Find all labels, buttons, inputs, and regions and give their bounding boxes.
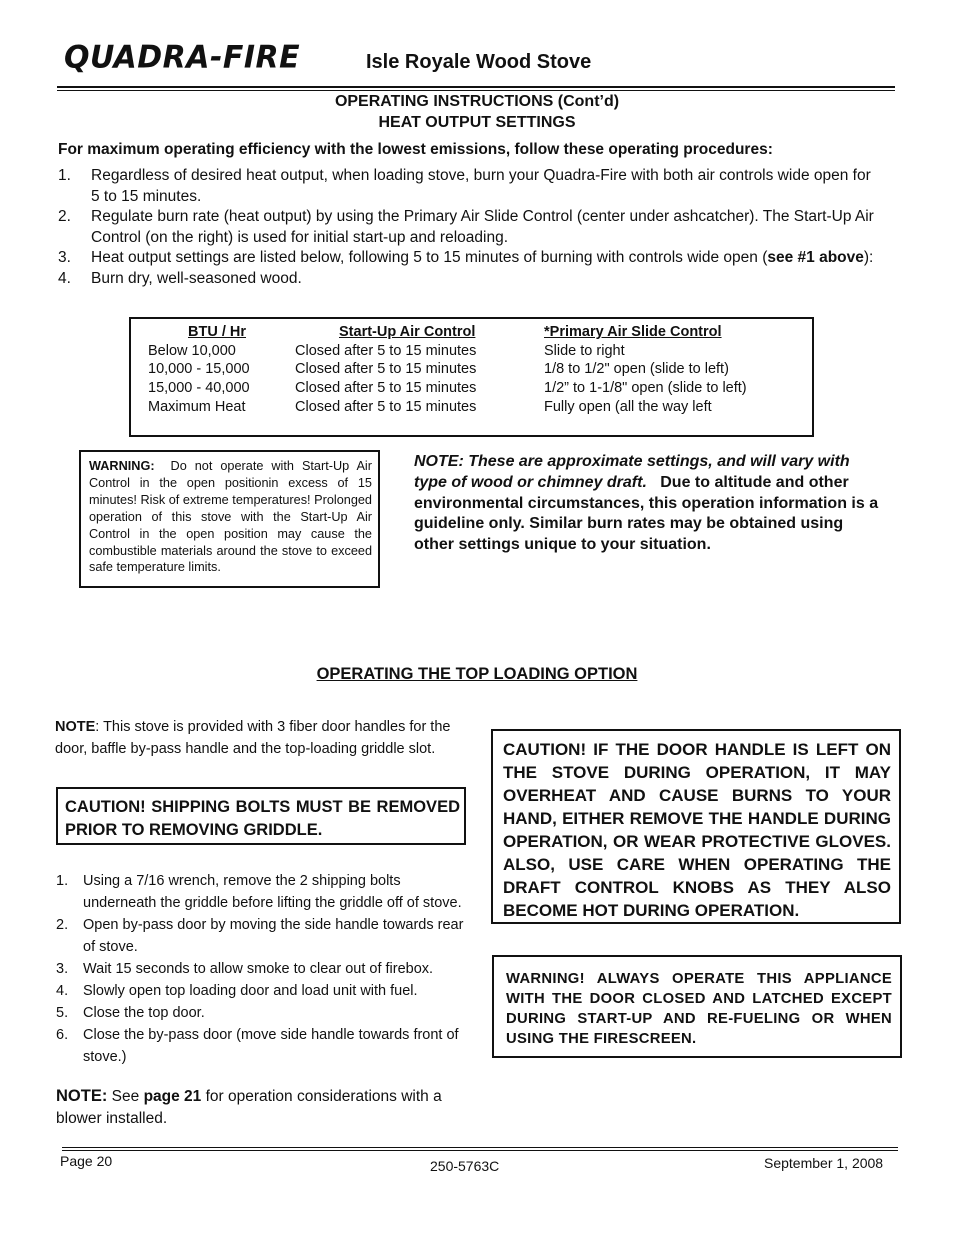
startup-column <box>295 323 476 417</box>
column-header: BTU / Hr <box>188 324 246 340</box>
warning-text: Do not operate with Start-Up Air Control in the open positionin excess of 15 minutes! Risk of extreme temperatures! Prolonged operation of this stove with the Start-Up Air Control in the open position may cause the combustible materials around the stove to exceed safe temperature limits. <box>89 459 372 575</box>
note-label: NOTE: <box>56 1087 108 1105</box>
table-cell: Slide to right <box>544 342 625 359</box>
heading-line-2: HEAT OUTPUT SETTINGS <box>378 114 576 131</box>
column-header: *Primary Air Slide Control <box>544 324 722 340</box>
list-item: 1. Regardless of desired heat output, when loading stove, burn your Quadra-Fire with both air controls wide open for 5 to 15 minutes. <box>58 167 871 205</box>
document-title: Isle Royale Wood Stove <box>366 51 592 73</box>
table-cell: Below 10,000 <box>148 342 236 359</box>
list-item: 3. Wait 15 seconds to allow smoke to clear out of firebox. <box>56 961 434 977</box>
footer-rule <box>62 1147 898 1148</box>
list-item: 2. Regulate burn rate (heat output) by using the Primary Air Slide Control (center under ashcatcher). The Start-Up Air Control (on the right) is used for initial start-up and reloading. <box>58 208 874 246</box>
approximate-settings-note <box>414 452 884 556</box>
list-item: 4. Slowly open top loading door and load unit with fuel. <box>56 983 418 999</box>
caution-shipping-bolts: CAUTION! SHIPPING BOLTS MUST BE REMOVED PRIOR TO REMOVING GRIDDLE. <box>56 787 466 845</box>
list-item: 1. Using a 7/16 wrench, remove the 2 shipping bolts underneath the griddle before lifting the griddle off of stove. <box>56 873 462 911</box>
handles-note <box>55 716 465 760</box>
publication-date: September 1, 2008 <box>764 1155 884 1171</box>
caution-door-handle: CAUTION! IF THE DOOR HANDLE IS LEFT ON THE STOVE DURING OPERATION, IT MAY OVERHEAT AND CAUSE BURNS TO YOUR HAND, EITHER REMOVE THE HANDLE DURING OPERATION, OR WEAR PROTECTIVE GLOVES. ALSO, USE CARE WHEN OPERATING THE DRAFT CONTROL KNOBS AS THEY ALSO BECOME HOT DURING OPERATION. <box>491 729 901 924</box>
list-item: 3. Heat output settings are listed below, following 5 to 15 minutes of burning with controls wide open (see #1 above): <box>58 249 874 266</box>
warning-label: WARNING: <box>89 459 155 473</box>
footer-rule-thin <box>62 1150 898 1151</box>
document-number: 250-5763C <box>430 1158 500 1174</box>
list-item: 4. Burn dry, well-seasoned wood. <box>58 269 302 287</box>
list-item: 6. Close the by-pass door (move side handle towards front of stove.) <box>56 1027 459 1065</box>
list-item: 2. Open by-pass door by moving the side handle towards rear of stove. <box>56 917 464 955</box>
blower-note: NOTE: See page 21 for operation considerations with a blower installed. <box>56 1087 442 1127</box>
list-item: 5. Close the top door. <box>56 1005 205 1021</box>
procedure-list <box>58 166 878 289</box>
table-cell: Closed after 5 to 15 minutes <box>295 380 477 397</box>
table-cell: 10,000 - 15,000 <box>148 361 250 378</box>
note-label: NOTE <box>55 719 96 735</box>
note-italic: NOTE: These are approximate settings, and will vary with type of wood or chimney draft. <box>414 453 850 491</box>
note-text: : This stove is provided with 3 fiber door handles for the door, baffle by-pass handle and the top-loading griddle slot. <box>55 719 451 757</box>
table-cell: Closed after 5 to 15 minutes <box>295 342 477 359</box>
heading-line-1: OPERATING INSTRUCTIONS (Cont’d) <box>334 93 620 110</box>
column-header: Start-Up Air Control <box>339 324 476 340</box>
table-cell: 1/2” to 1-1/8" open (slide to left) <box>544 380 747 397</box>
warning-box-startup <box>79 450 380 588</box>
table-cell: 15,000 - 40,000 <box>148 380 250 397</box>
header-rule <box>57 86 895 88</box>
table-cell: Closed after 5 to 15 minutes <box>295 361 477 378</box>
page-number: Page 20 <box>60 1153 113 1169</box>
primary-air-column <box>544 323 747 417</box>
btu-column <box>148 323 250 417</box>
note-text: Due to altitude and other environmental circumstances, this operation information is a guideline only. Similar burn rates may be obtained using other settings unique to your situation. <box>414 473 879 554</box>
warning-door-closed: WARNING! ALWAYS OPERATE THIS APPLIANCE WITH THE DOOR CLOSED AND LATCHED EXCEPT DURING START-UP AND RE-FUELING OR WHEN USING THE FIRESCREEN. <box>492 955 902 1058</box>
section-heading-top-loading: OPERATING THE TOP LOADING OPTION <box>316 665 638 683</box>
table-cell: Maximum Heat <box>148 398 246 415</box>
table-cell: 1/8 to 1/2" open (slide to left) <box>544 361 729 378</box>
table-cell: Closed after 5 to 15 minutes <box>295 398 477 415</box>
intro-text: For maximum operating efficiency with the lowest emissions, follow these operating procedures: <box>58 141 773 158</box>
heat-settings-table <box>129 317 814 437</box>
table-cell: Fully open (all the way left <box>544 398 712 415</box>
top-loading-steps <box>56 870 468 1068</box>
brand-logo: QUADRA-FIRE <box>64 39 301 76</box>
page-reference: page 21 <box>143 1088 202 1105</box>
section-heading-operating <box>0 91 954 133</box>
